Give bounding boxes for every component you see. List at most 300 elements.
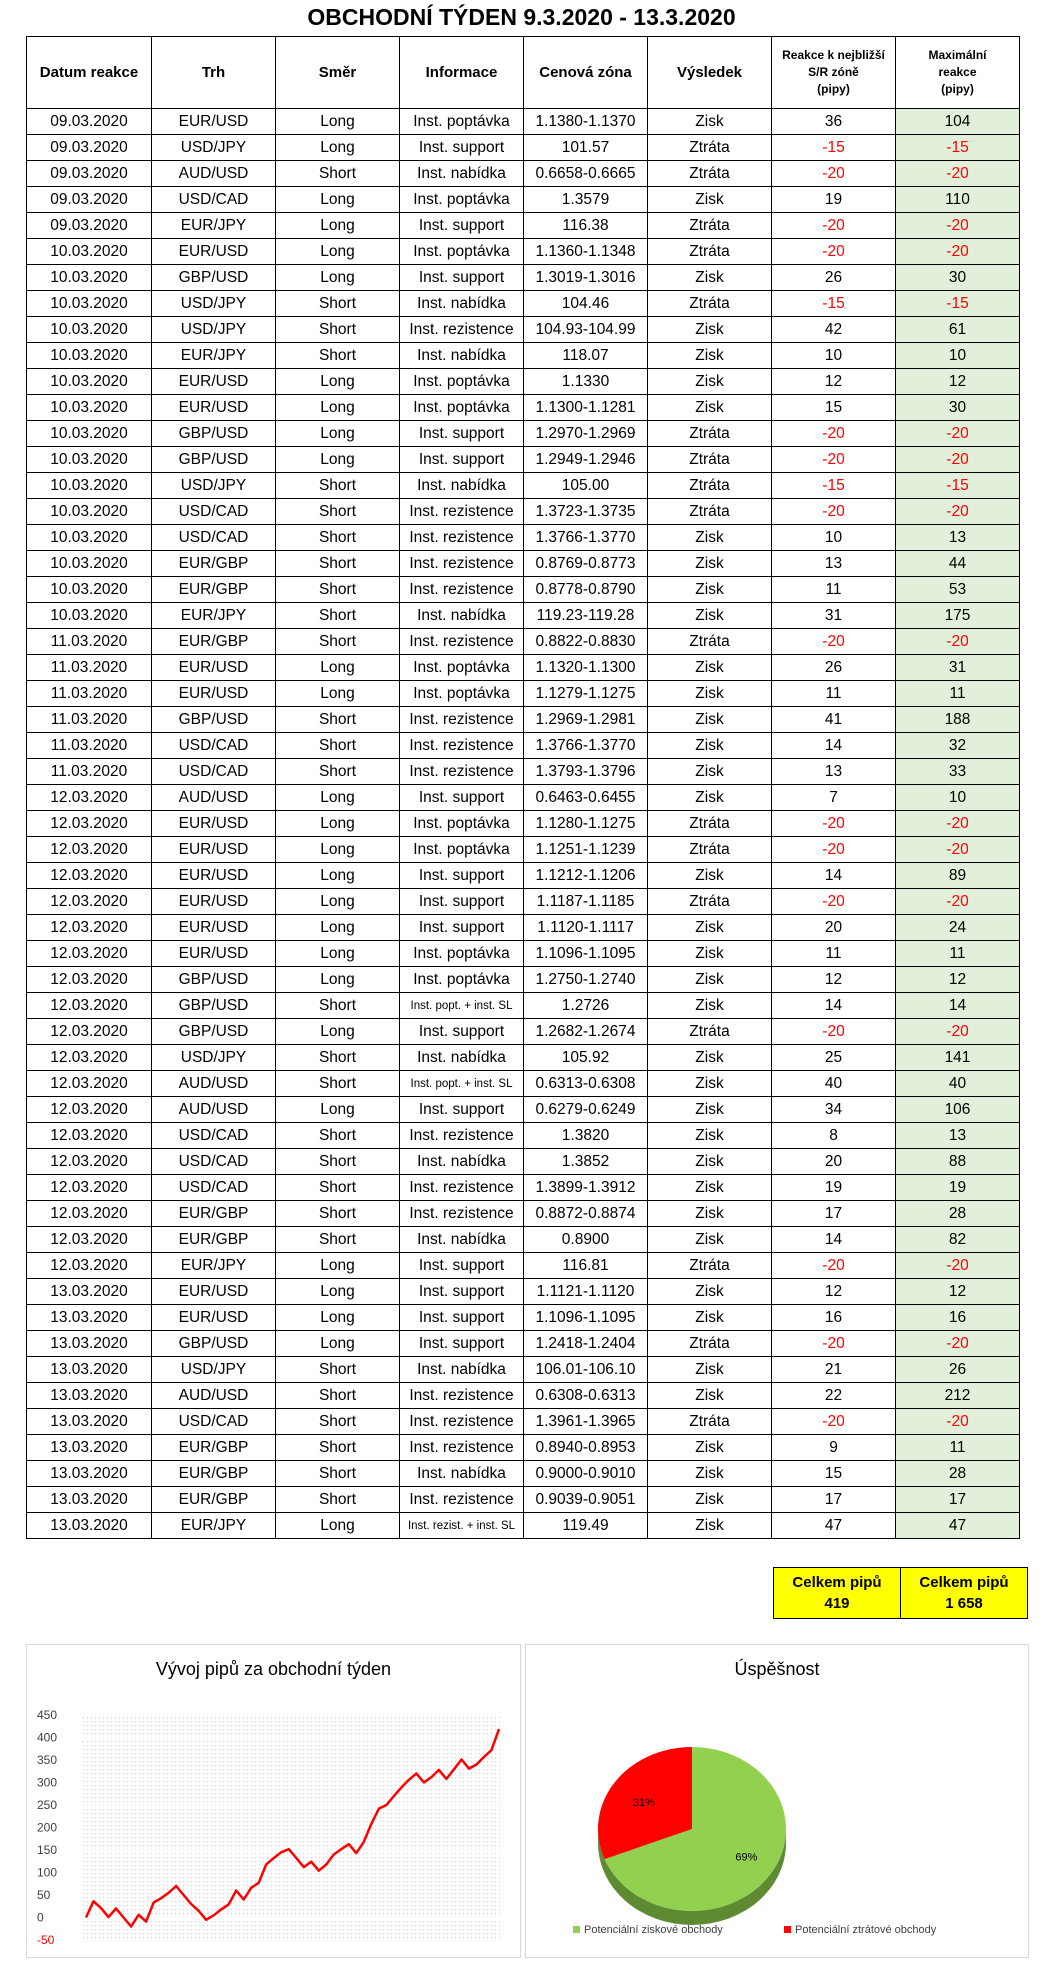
direction-cell: Short	[276, 1201, 400, 1227]
result-cell: Zisk	[648, 785, 772, 811]
direction-cell: Short	[276, 1227, 400, 1253]
reaction-cell: -20	[772, 837, 896, 863]
pie-chart-panel	[525, 1644, 1029, 1958]
direction-cell: Long	[276, 1097, 400, 1123]
market-cell: GBP/USD	[152, 447, 276, 473]
header-zone: Cenová zóna	[524, 37, 648, 109]
direction-cell: Short	[276, 551, 400, 577]
reaction-cell: 7	[772, 785, 896, 811]
legend-swatch-loss	[784, 1926, 791, 1933]
table-row	[27, 915, 1020, 941]
info-cell: Inst. popt. + inst. SL	[400, 993, 524, 1019]
market-cell: AUD/USD	[152, 161, 276, 187]
direction-cell: Long	[276, 1513, 400, 1539]
date-cell: 10.03.2020	[27, 421, 152, 447]
result-cell: Zisk	[648, 343, 772, 369]
max-cell: 12	[896, 1279, 1020, 1305]
info-cell: Inst. rezistence	[400, 525, 524, 551]
market-cell: GBP/USD	[152, 707, 276, 733]
direction-cell: Short	[276, 499, 400, 525]
result-cell: Zisk	[648, 1513, 772, 1539]
info-cell: Inst. rezistence	[400, 551, 524, 577]
date-cell: 10.03.2020	[27, 239, 152, 265]
market-cell: USD/CAD	[152, 1123, 276, 1149]
y-tick-label: 150	[37, 1843, 58, 1857]
direction-cell: Long	[276, 109, 400, 135]
result-cell: Zisk	[648, 1487, 772, 1513]
info-cell: Inst. poptávka	[400, 811, 524, 837]
date-cell: 12.03.2020	[27, 915, 152, 941]
zone-cell: 0.6463-0.6455	[524, 785, 648, 811]
date-cell: 09.03.2020	[27, 213, 152, 239]
max-cell: 28	[896, 1461, 1020, 1487]
table-row	[27, 135, 1020, 161]
reaction-cell: 12	[772, 1279, 896, 1305]
zone-cell: 1.2970-1.2969	[524, 421, 648, 447]
market-cell: USD/CAD	[152, 1175, 276, 1201]
table-row	[27, 265, 1020, 291]
direction-cell: Long	[276, 1279, 400, 1305]
reaction-cell: 17	[772, 1487, 896, 1513]
info-cell: Inst. support	[400, 1279, 524, 1305]
info-cell: Inst. support	[400, 1253, 524, 1279]
header-result: Výsledek	[648, 37, 772, 109]
legend-swatch-win	[573, 1926, 580, 1933]
date-cell: 09.03.2020	[27, 187, 152, 213]
direction-cell: Long	[276, 447, 400, 473]
table-row	[27, 1409, 1020, 1435]
direction-cell: Short	[276, 993, 400, 1019]
result-cell: Zisk	[648, 655, 772, 681]
result-cell: Zisk	[648, 967, 772, 993]
date-cell: 13.03.2020	[27, 1409, 152, 1435]
date-cell: 13.03.2020	[27, 1279, 152, 1305]
max-cell: 16	[896, 1305, 1020, 1331]
zone-cell: 1.1300-1.1281	[524, 395, 648, 421]
max-cell: -20	[896, 161, 1020, 187]
reaction-cell: 22	[772, 1383, 896, 1409]
max-cell: 17	[896, 1487, 1020, 1513]
info-cell: Inst. support	[400, 889, 524, 915]
market-cell: USD/CAD	[152, 499, 276, 525]
date-cell: 10.03.2020	[27, 343, 152, 369]
result-cell: Ztráta	[648, 239, 772, 265]
direction-cell: Short	[276, 707, 400, 733]
header-reaction-text: Reakce k nejbližší S/R zóně	[782, 48, 885, 79]
info-cell: Inst. rezistence	[400, 1487, 524, 1513]
info-cell: Inst. poptávka	[400, 369, 524, 395]
direction-cell: Long	[276, 395, 400, 421]
result-cell: Zisk	[648, 369, 772, 395]
max-cell: 10	[896, 785, 1020, 811]
result-cell: Zisk	[648, 733, 772, 759]
zone-cell: 105.00	[524, 473, 648, 499]
market-cell: AUD/USD	[152, 1383, 276, 1409]
max-cell: 212	[896, 1383, 1020, 1409]
info-cell: Inst. support	[400, 863, 524, 889]
market-cell: EUR/GBP	[152, 1461, 276, 1487]
max-cell: 89	[896, 863, 1020, 889]
date-cell: 10.03.2020	[27, 603, 152, 629]
table-row	[27, 707, 1020, 733]
reaction-cell: 19	[772, 187, 896, 213]
reaction-cell: -20	[772, 447, 896, 473]
direction-cell: Short	[276, 1461, 400, 1487]
reaction-cell: 13	[772, 551, 896, 577]
info-cell: Inst. rezist. + inst. SL	[400, 1513, 524, 1539]
pie-legend	[573, 1924, 937, 1936]
y-tick-label: 0	[37, 1910, 44, 1925]
result-cell: Zisk	[648, 863, 772, 889]
direction-cell: Short	[276, 1045, 400, 1071]
max-cell: 44	[896, 551, 1020, 577]
max-cell: 24	[896, 915, 1020, 941]
result-cell: Zisk	[648, 525, 772, 551]
date-cell: 10.03.2020	[27, 369, 152, 395]
y-tick-label: 250	[37, 1798, 58, 1812]
table-row	[27, 1019, 1020, 1045]
table-row	[27, 1097, 1020, 1123]
table-row	[27, 421, 1020, 447]
y-tick-label: 100	[37, 1865, 58, 1880]
zone-cell: 0.8769-0.8773	[524, 551, 648, 577]
reaction-cell: 36	[772, 109, 896, 135]
max-cell: -20	[896, 629, 1020, 655]
reaction-cell: -15	[772, 135, 896, 161]
header-max	[896, 37, 1020, 109]
zone-cell: 1.3019-1.3016	[524, 265, 648, 291]
direction-cell: Long	[276, 239, 400, 265]
result-cell: Zisk	[648, 1435, 772, 1461]
zone-cell: 1.2726	[524, 993, 648, 1019]
reaction-cell: 17	[772, 1201, 896, 1227]
market-cell: USD/JPY	[152, 317, 276, 343]
date-cell: 10.03.2020	[27, 395, 152, 421]
zone-cell: 1.2949-1.2946	[524, 447, 648, 473]
zone-cell: 1.1380-1.1370	[524, 109, 648, 135]
info-cell: Inst. nabídka	[400, 1461, 524, 1487]
zone-cell: 0.8940-0.8953	[524, 1435, 648, 1461]
reaction-cell: -15	[772, 473, 896, 499]
date-cell: 12.03.2020	[27, 811, 152, 837]
table-row	[27, 1513, 1020, 1539]
result-cell: Ztráta	[648, 421, 772, 447]
zone-cell: 104.46	[524, 291, 648, 317]
table-row	[27, 1045, 1020, 1071]
zone-cell: 106.01-106.10	[524, 1357, 648, 1383]
result-cell: Ztráta	[648, 135, 772, 161]
pie-chart-title: Úspěšnost	[734, 1659, 820, 1679]
result-cell: Ztráta	[648, 1331, 772, 1357]
market-cell: EUR/USD	[152, 837, 276, 863]
market-cell: GBP/USD	[152, 265, 276, 291]
table-row	[27, 1461, 1020, 1487]
info-cell: Inst. rezistence	[400, 317, 524, 343]
info-cell: Inst. rezistence	[400, 577, 524, 603]
max-cell: -20	[896, 447, 1020, 473]
info-cell: Inst. support	[400, 1097, 524, 1123]
zone-cell: 1.1330	[524, 369, 648, 395]
info-cell: Inst. support	[400, 1019, 524, 1045]
zone-cell: 1.3820	[524, 1123, 648, 1149]
max-cell: 175	[896, 603, 1020, 629]
direction-cell: Long	[276, 1019, 400, 1045]
reaction-cell: 40	[772, 1071, 896, 1097]
info-cell: Inst. poptávka	[400, 395, 524, 421]
direction-cell: Long	[276, 421, 400, 447]
date-cell: 09.03.2020	[27, 109, 152, 135]
reaction-cell: 14	[772, 1227, 896, 1253]
direction-cell: Short	[276, 1357, 400, 1383]
result-cell: Zisk	[648, 759, 772, 785]
date-cell: 12.03.2020	[27, 889, 152, 915]
market-cell: EUR/USD	[152, 863, 276, 889]
info-cell: Inst. nabídka	[400, 1357, 524, 1383]
info-cell: Inst. nabídka	[400, 291, 524, 317]
table-row	[27, 1435, 1020, 1461]
direction-cell: Short	[276, 1149, 400, 1175]
result-cell: Ztráta	[648, 1253, 772, 1279]
table-row	[27, 681, 1020, 707]
max-cell: -15	[896, 473, 1020, 499]
result-cell: Ztráta	[648, 213, 772, 239]
table-row	[27, 1149, 1020, 1175]
market-cell: EUR/USD	[152, 915, 276, 941]
reaction-cell: 15	[772, 395, 896, 421]
table-row	[27, 811, 1020, 837]
market-cell: USD/JPY	[152, 1045, 276, 1071]
direction-cell: Long	[276, 811, 400, 837]
zone-cell: 1.1212-1.1206	[524, 863, 648, 889]
max-cell: 31	[896, 655, 1020, 681]
zone-cell: 116.38	[524, 213, 648, 239]
table-row	[27, 967, 1020, 993]
table-row	[27, 733, 1020, 759]
reaction-cell: 13	[772, 759, 896, 785]
zone-cell: 1.3793-1.3796	[524, 759, 648, 785]
max-cell: 12	[896, 369, 1020, 395]
date-cell: 10.03.2020	[27, 265, 152, 291]
reaction-cell: 14	[772, 733, 896, 759]
zone-cell: 1.3899-1.3912	[524, 1175, 648, 1201]
line-chart	[27, 1645, 520, 1957]
reaction-cell: -20	[772, 239, 896, 265]
result-cell: Zisk	[648, 1357, 772, 1383]
trades-table	[26, 36, 1020, 1539]
table-row	[27, 161, 1020, 187]
zone-cell: 0.9000-0.9010	[524, 1461, 648, 1487]
zone-cell: 0.8872-0.8874	[524, 1201, 648, 1227]
direction-cell: Long	[276, 785, 400, 811]
market-cell: USD/CAD	[152, 187, 276, 213]
info-cell: Inst. poptávka	[400, 837, 524, 863]
direction-cell: Short	[276, 525, 400, 551]
result-cell: Ztráta	[648, 291, 772, 317]
zone-cell: 0.6279-0.6249	[524, 1097, 648, 1123]
result-cell: Zisk	[648, 1279, 772, 1305]
date-cell: 13.03.2020	[27, 1435, 152, 1461]
max-cell: 53	[896, 577, 1020, 603]
max-cell: 10	[896, 343, 1020, 369]
market-cell: GBP/USD	[152, 1331, 276, 1357]
info-cell: Inst. rezistence	[400, 707, 524, 733]
info-cell: Inst. support	[400, 135, 524, 161]
legend-label-loss: Potenciální ztrátové obchody	[795, 1924, 937, 1936]
zone-cell: 119.23-119.28	[524, 603, 648, 629]
info-cell: Inst. nabídka	[400, 161, 524, 187]
market-cell: EUR/JPY	[152, 603, 276, 629]
date-cell: 13.03.2020	[27, 1383, 152, 1409]
y-tick-label: 200	[37, 1820, 58, 1835]
max-cell: 88	[896, 1149, 1020, 1175]
info-cell: Inst. support	[400, 1331, 524, 1357]
table-row	[27, 1487, 1020, 1513]
info-cell: Inst. support	[400, 421, 524, 447]
date-cell: 12.03.2020	[27, 1123, 152, 1149]
reaction-cell: 10	[772, 343, 896, 369]
date-cell: 09.03.2020	[27, 161, 152, 187]
zone-cell: 0.6658-0.6665	[524, 161, 648, 187]
market-cell: USD/CAD	[152, 733, 276, 759]
market-cell: EUR/GBP	[152, 1435, 276, 1461]
market-cell: EUR/USD	[152, 681, 276, 707]
max-cell: 13	[896, 525, 1020, 551]
date-cell: 13.03.2020	[27, 1487, 152, 1513]
reaction-cell: 14	[772, 863, 896, 889]
market-cell: EUR/JPY	[152, 343, 276, 369]
info-cell: Inst. rezistence	[400, 1123, 524, 1149]
direction-cell: Short	[276, 603, 400, 629]
reaction-cell: 26	[772, 655, 896, 681]
table-row	[27, 109, 1020, 135]
table-row	[27, 1071, 1020, 1097]
max-cell: 106	[896, 1097, 1020, 1123]
reaction-cell: 10	[772, 525, 896, 551]
direction-cell: Long	[276, 213, 400, 239]
result-cell: Zisk	[648, 1383, 772, 1409]
table-row	[27, 239, 1020, 265]
reaction-cell: -20	[772, 629, 896, 655]
direction-cell: Long	[276, 369, 400, 395]
result-cell: Ztráta	[648, 1019, 772, 1045]
market-cell: USD/CAD	[152, 525, 276, 551]
zone-cell: 116.81	[524, 1253, 648, 1279]
table-row	[27, 1305, 1020, 1331]
reaction-cell: 11	[772, 681, 896, 707]
result-cell: Ztráta	[648, 837, 772, 863]
reaction-cell: -20	[772, 421, 896, 447]
direction-cell: Short	[276, 733, 400, 759]
zone-cell: 1.1251-1.1239	[524, 837, 648, 863]
market-cell: EUR/JPY	[152, 213, 276, 239]
zone-cell: 1.1096-1.1095	[524, 941, 648, 967]
direction-cell: Long	[276, 915, 400, 941]
max-cell: 82	[896, 1227, 1020, 1253]
max-cell: 28	[896, 1201, 1020, 1227]
result-cell: Zisk	[648, 265, 772, 291]
max-cell: 104	[896, 109, 1020, 135]
date-cell: 10.03.2020	[27, 447, 152, 473]
result-cell: Zisk	[648, 993, 772, 1019]
date-cell: 10.03.2020	[27, 291, 152, 317]
max-cell: 19	[896, 1175, 1020, 1201]
max-cell: -20	[896, 1253, 1020, 1279]
result-cell: Ztráta	[648, 447, 772, 473]
pie-label-loss: 31%	[632, 1797, 655, 1809]
reaction-cell: -20	[772, 1331, 896, 1357]
result-cell: Ztráta	[648, 1409, 772, 1435]
max-cell: -20	[896, 239, 1020, 265]
result-cell: Zisk	[648, 1097, 772, 1123]
market-cell: EUR/JPY	[152, 1513, 276, 1539]
table-row	[27, 1123, 1020, 1149]
reaction-cell: -20	[772, 1019, 896, 1045]
direction-cell: Short	[276, 1435, 400, 1461]
direction-cell: Short	[276, 1071, 400, 1097]
zone-cell: 1.3766-1.3770	[524, 733, 648, 759]
max-cell: -15	[896, 135, 1020, 161]
market-cell: EUR/JPY	[152, 1253, 276, 1279]
y-tick-label: 350	[37, 1753, 58, 1767]
header-date: Datum reakce	[27, 37, 152, 109]
market-cell: EUR/USD	[152, 369, 276, 395]
reaction-cell: -20	[772, 161, 896, 187]
info-cell: Inst. support	[400, 915, 524, 941]
market-cell: EUR/USD	[152, 655, 276, 681]
date-cell: 12.03.2020	[27, 1019, 152, 1045]
market-cell: EUR/GBP	[152, 629, 276, 655]
direction-cell: Short	[276, 629, 400, 655]
direction-cell: Long	[276, 941, 400, 967]
info-cell: Inst. nabídka	[400, 603, 524, 629]
reaction-cell: -20	[772, 213, 896, 239]
date-cell: 12.03.2020	[27, 1227, 152, 1253]
market-cell: AUD/USD	[152, 1071, 276, 1097]
max-cell: 30	[896, 395, 1020, 421]
result-cell: Zisk	[648, 1045, 772, 1071]
direction-cell: Short	[276, 1383, 400, 1409]
reaction-cell: 15	[772, 1461, 896, 1487]
zone-cell: 0.6308-0.6313	[524, 1383, 648, 1409]
reaction-cell: 8	[772, 1123, 896, 1149]
table-row	[27, 577, 1020, 603]
market-cell: GBP/USD	[152, 421, 276, 447]
info-cell: Inst. support	[400, 785, 524, 811]
direction-cell: Short	[276, 577, 400, 603]
zone-cell: 1.2418-1.2404	[524, 1331, 648, 1357]
legend-label-win: Potenciální ziskové obchody	[584, 1924, 723, 1936]
result-cell: Zisk	[648, 577, 772, 603]
date-cell: 12.03.2020	[27, 1045, 152, 1071]
max-cell: 14	[896, 993, 1020, 1019]
date-cell: 12.03.2020	[27, 1201, 152, 1227]
date-cell: 10.03.2020	[27, 525, 152, 551]
date-cell: 12.03.2020	[27, 785, 152, 811]
date-cell: 09.03.2020	[27, 135, 152, 161]
result-cell: Zisk	[648, 187, 772, 213]
zone-cell: 1.1320-1.1300	[524, 655, 648, 681]
date-cell: 12.03.2020	[27, 1175, 152, 1201]
info-cell: Inst. nabídka	[400, 1227, 524, 1253]
reaction-cell: 20	[772, 1149, 896, 1175]
direction-cell: Long	[276, 863, 400, 889]
total-max	[901, 1568, 1028, 1619]
table-row	[27, 213, 1020, 239]
market-cell: EUR/USD	[152, 239, 276, 265]
market-cell: USD/CAD	[152, 1409, 276, 1435]
y-tick-label: -50	[37, 1933, 55, 1947]
info-cell: Inst. rezistence	[400, 1201, 524, 1227]
